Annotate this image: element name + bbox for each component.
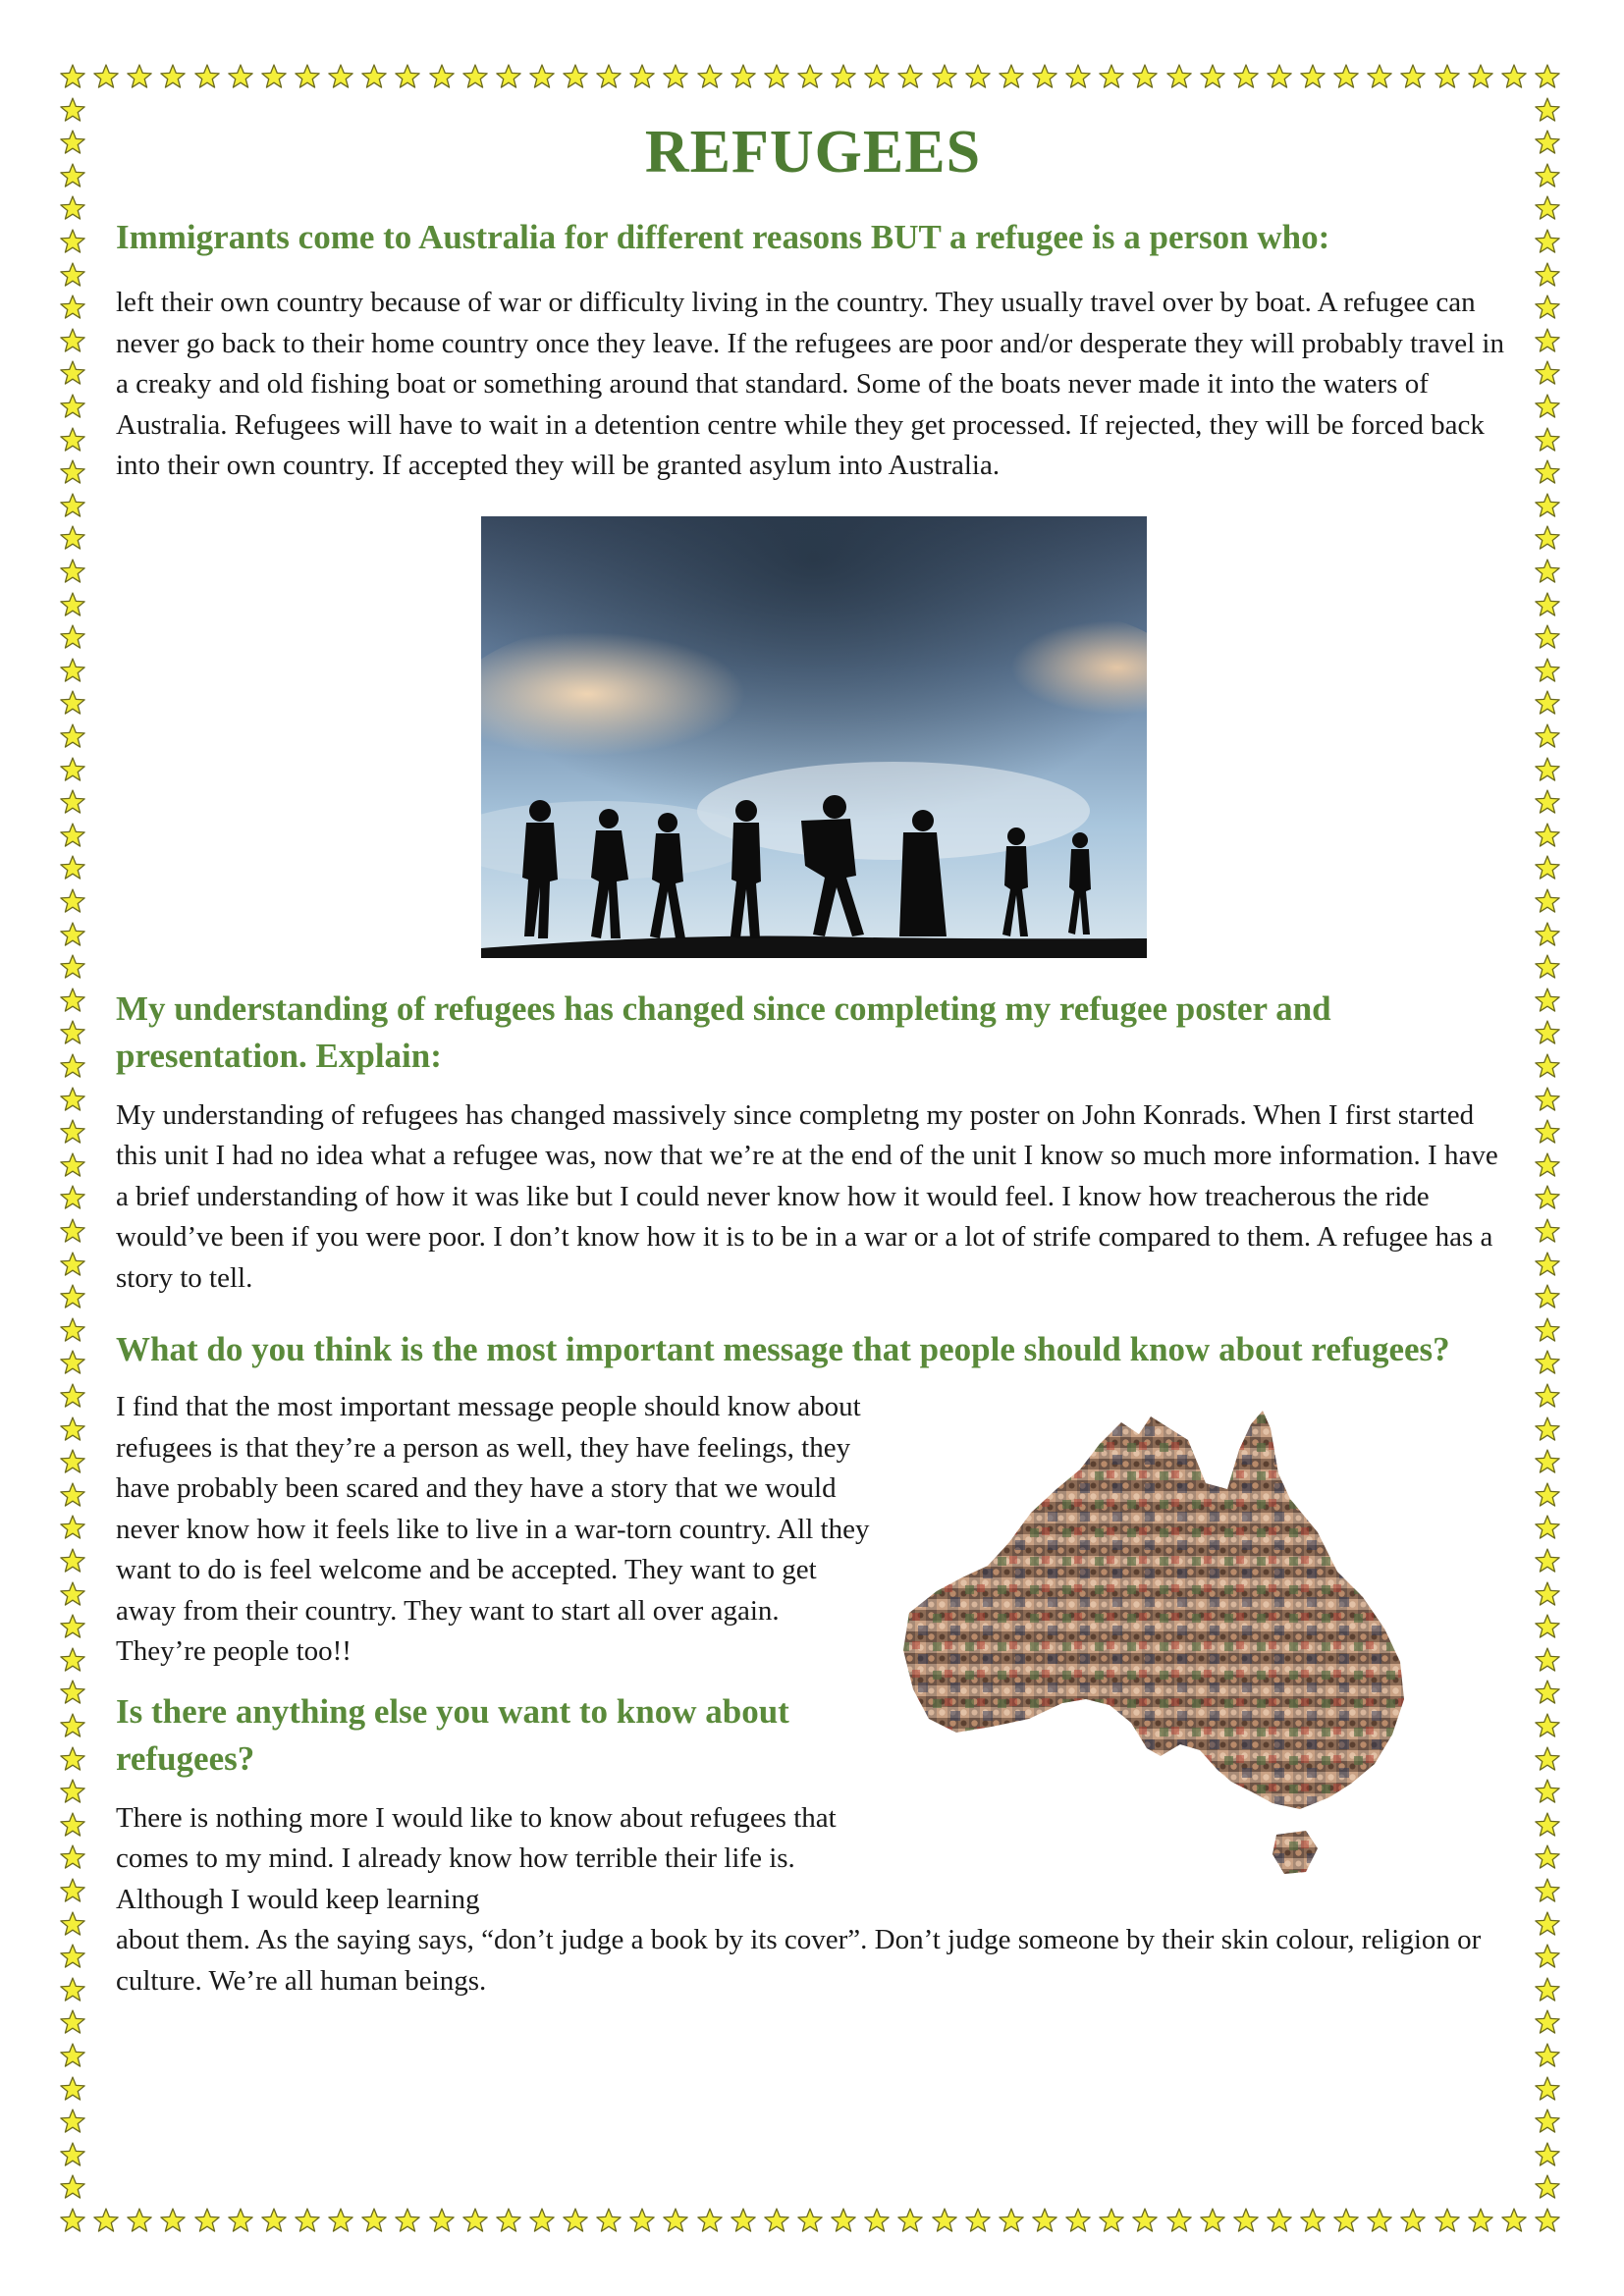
star-border-icon: [1534, 1613, 1561, 1640]
star-border-icon: [830, 2207, 857, 2234]
star-border-icon: [1199, 63, 1226, 90]
star-border-icon: [931, 2207, 958, 2234]
star-border-icon: [59, 492, 86, 519]
star-border-icon: [59, 921, 86, 948]
star-border-icon: [1534, 1382, 1561, 1410]
star-border-icon: [1534, 2141, 1561, 2168]
star-border-icon: [59, 1646, 86, 1674]
star-border-icon: [59, 327, 86, 354]
star-border-icon: [1534, 1745, 1561, 1773]
star-border-icon: [730, 63, 757, 90]
star-border-icon: [59, 359, 86, 387]
star-border-icon: [59, 63, 86, 90]
star-border-icon: [1534, 524, 1561, 552]
star-border-icon: [595, 63, 623, 90]
star-border-icon: [1534, 327, 1561, 354]
star-border-icon: [59, 426, 86, 454]
star-border-icon: [1534, 1415, 1561, 1443]
page-content: [116, 108, 1510, 2084]
star-border-icon: [1332, 63, 1360, 90]
star-border-icon: [1534, 722, 1561, 750]
star-border-icon: [1534, 458, 1561, 486]
star-border-icon: [528, 2207, 556, 2234]
silhouettes-walking-sunset-icon: [481, 516, 1147, 958]
star-border-icon: [1534, 294, 1561, 321]
star-border-icon: [931, 63, 958, 90]
star-border-icon: [1031, 63, 1058, 90]
star-border-icon: [1534, 1547, 1561, 1575]
star-border-icon: [59, 1547, 86, 1575]
star-border-icon: [1534, 2008, 1561, 2036]
star-border-icon: [896, 63, 924, 90]
star-border-icon: [193, 2207, 221, 2234]
star-border-icon: [59, 1843, 86, 1871]
star-border-icon: [1534, 1580, 1561, 1608]
star-border-icon: [1332, 2207, 1360, 2234]
star-border-icon: [159, 2207, 187, 2234]
star-border-icon: [896, 2207, 924, 2234]
star-border-icon: [1131, 63, 1159, 90]
star-border-icon: [1534, 689, 1561, 717]
star-border-icon: [1299, 2207, 1326, 2234]
star-border-icon: [59, 1217, 86, 1245]
star-border-icon: [595, 2207, 623, 2234]
star-border-icon: [1534, 854, 1561, 881]
star-border-icon: [1534, 359, 1561, 387]
star-border-icon: [1434, 63, 1461, 90]
star-border-icon: [1165, 2207, 1193, 2234]
star-border-icon: [1534, 1217, 1561, 1245]
star-border-icon: [394, 63, 421, 90]
star-border-icon: [461, 63, 489, 90]
star-border-icon: [1534, 1019, 1561, 1046]
star-border-icon: [1232, 2207, 1260, 2234]
star-border-icon: [863, 2207, 891, 2234]
star-border-icon: [59, 1349, 86, 1376]
star-border-icon: [1534, 194, 1561, 222]
star-border-icon: [1534, 822, 1561, 849]
star-border-icon: [1534, 921, 1561, 948]
section-heading-refugee-definition: Immigrants come to Australia for different reasons BUT a refugee is a person who:: [116, 218, 1330, 256]
star-border-icon: [830, 63, 857, 90]
star-border-icon: [696, 2207, 724, 2234]
star-border-icon: [59, 1251, 86, 1278]
star-border-icon: [59, 2207, 86, 2234]
star-border-icon: [696, 63, 724, 90]
star-border-icon: [1534, 2207, 1561, 2234]
star-border-icon: [59, 591, 86, 618]
star-border-icon: [1467, 63, 1494, 90]
star-border-icon: [327, 2207, 354, 2234]
star-border-icon: [998, 63, 1025, 90]
star-border-icon: [59, 162, 86, 189]
star-border-icon: [227, 63, 254, 90]
star-border-icon: [796, 63, 824, 90]
section-body-understanding-changed: My understanding of refugees has changed massively since completng my poster on John Konrads. When I first started this unit I had no idea what a refugee was, now that we’re at the end of the unit I know so much more information. I have a brief understanding of how it was like but I could never know how it would feel. I know how treacherous the ride would’ve been if you were poor. I don’t know how it is to be in a war or a lot of strife compared to them. A refugee has a story to tell.: [116, 1098, 1498, 1294]
star-border-icon: [59, 1118, 86, 1146]
star-border-icon: [1534, 591, 1561, 618]
star-border-icon: [59, 1976, 86, 2003]
star-border-icon: [59, 1448, 86, 1475]
star-border-icon: [59, 2173, 86, 2201]
star-border-icon: [126, 63, 153, 90]
star-border-icon: [1534, 393, 1561, 420]
star-border-icon: [59, 1415, 86, 1443]
section-body-anything-else-narrow: There is nothing more I would like to know about refugees that comes to my mind. I already know how terrible their life is. Although I would keep learning: [116, 1801, 837, 1915]
star-border-icon: [1534, 1251, 1561, 1278]
star-border-icon: [227, 2207, 254, 2234]
star-border-icon: [1534, 558, 1561, 585]
star-border-icon: [59, 1778, 86, 1805]
star-border-icon: [1299, 63, 1326, 90]
star-border-icon: [1534, 261, 1561, 289]
star-border-icon: [59, 657, 86, 684]
star-border-icon: [59, 2141, 86, 2168]
star-border-icon: [1534, 1151, 1561, 1179]
section-body-important-message: I find that the most important message people should know about refugees is that they’re a person as well, they have feelings, they have probably been scared and they have a story that we would never know how it feels like to live in a war-torn country. All they want to do is feel welcome and be accepted. They want to get away from their country. They want to start all over again. They’re people too!!: [116, 1391, 870, 1667]
star-border-icon: [59, 1382, 86, 1410]
star-border-icon: [59, 1184, 86, 1211]
star-border-icon: [59, 1712, 86, 1739]
star-border-icon: [562, 63, 589, 90]
star-border-icon: [59, 623, 86, 651]
australia-faces-mosaic-image: [893, 1405, 1463, 1964]
page-title: REFUGEES: [644, 119, 982, 186]
star-border-icon: [1534, 887, 1561, 915]
star-border-icon: [59, 393, 86, 420]
star-border-icon: [59, 854, 86, 881]
lower-text-column: [116, 1387, 872, 1920]
star-border-icon: [461, 2207, 489, 2234]
star-border-icon: [1534, 1283, 1561, 1310]
star-border-icon: [1534, 987, 1561, 1014]
section-heading-understanding-changed: My understanding of refugees has changed since completing my refugee poster and presentation. Explain:: [116, 988, 1331, 1075]
star-border-icon: [1534, 1811, 1561, 1839]
star-border-icon: [59, 1316, 86, 1344]
star-border-icon: [1534, 1052, 1561, 1080]
star-border-icon: [294, 63, 321, 90]
star-border-icon: [1266, 63, 1293, 90]
lower-section: [116, 1387, 1510, 2084]
star-border-icon: [59, 96, 86, 124]
star-border-icon: [59, 2075, 86, 2103]
star-border-icon: [327, 63, 354, 90]
star-border-icon: [92, 2207, 120, 2234]
star-border-icon: [1399, 2207, 1427, 2234]
star-border-icon: [1534, 129, 1561, 156]
star-border-icon: [1534, 2042, 1561, 2069]
star-border-icon: [763, 2207, 790, 2234]
star-border-icon: [59, 1910, 86, 1938]
star-border-icon: [1534, 1086, 1561, 1113]
star-border-icon: [1500, 2207, 1528, 2234]
star-border-icon: [1534, 788, 1561, 816]
star-border-icon: [1534, 1118, 1561, 1146]
star-border-icon: [1534, 426, 1561, 454]
star-border-icon: [1534, 1843, 1561, 1871]
star-border-icon: [1534, 1448, 1561, 1475]
star-border-icon: [1165, 63, 1193, 90]
section-body-refugee-definition: left their own country because of war or difficulty living in the country. They usually travel over by boat. A refugee can never go back to their home country once they leave. If the refugees are poor and/or desperate they will probably travel in a creaky and old fishing boat or something around that standard. Some of the boats never made it into the waters of Australia. Refugees will have to wait in a detention centre while they get processed. If rejected, they will be forced back into their own country. If accepted they will be granted asylum into Australia.: [116, 287, 1504, 481]
star-border-icon: [260, 2207, 288, 2234]
star-border-icon: [1199, 2207, 1226, 2234]
star-border-icon: [1031, 2207, 1058, 2234]
star-border-icon: [1534, 1877, 1561, 1904]
star-border-icon: [1534, 96, 1561, 124]
star-border-icon: [1534, 623, 1561, 651]
star-border-icon: [528, 63, 556, 90]
star-border-icon: [59, 887, 86, 915]
star-border-icon: [59, 788, 86, 816]
star-border-icon: [1534, 1646, 1561, 1674]
star-border-icon: [1534, 228, 1561, 255]
star-border-icon: [1534, 1778, 1561, 1805]
star-border-icon: [562, 2207, 589, 2234]
star-border-icon: [1434, 2207, 1461, 2234]
star-border-icon: [59, 822, 86, 849]
star-border-icon: [59, 953, 86, 981]
star-border-icon: [1534, 492, 1561, 519]
star-border-icon: [59, 129, 86, 156]
star-border-icon: [1534, 756, 1561, 783]
star-border-icon: [1131, 2207, 1159, 2234]
star-border-icon: [628, 2207, 656, 2234]
star-border-icon: [59, 689, 86, 717]
star-border-icon: [1534, 1349, 1561, 1376]
star-border-icon: [1534, 1514, 1561, 1541]
star-border-icon: [159, 63, 187, 90]
star-border-icon: [59, 1481, 86, 1509]
star-border-icon: [1534, 2173, 1561, 2201]
star-border-icon: [92, 63, 120, 90]
star-border-icon: [428, 63, 456, 90]
star-border-icon: [1534, 2075, 1561, 2103]
star-border-icon: [59, 1613, 86, 1640]
star-border-icon: [998, 2207, 1025, 2234]
star-border-icon: [59, 1052, 86, 1080]
star-border-icon: [59, 1151, 86, 1179]
star-border-icon: [59, 1283, 86, 1310]
star-border-icon: [394, 2207, 421, 2234]
star-border-icon: [59, 1943, 86, 1970]
star-border-icon: [59, 294, 86, 321]
star-border-icon: [1534, 1481, 1561, 1509]
star-border-icon: [360, 2207, 388, 2234]
star-border-icon: [1534, 1976, 1561, 2003]
star-border-icon: [1098, 2207, 1125, 2234]
star-border-icon: [1064, 63, 1092, 90]
star-border-icon: [1534, 1943, 1561, 1970]
star-border-icon: [59, 1679, 86, 1706]
star-border-icon: [59, 2042, 86, 2069]
star-border-icon: [59, 1514, 86, 1541]
star-border-icon: [1534, 162, 1561, 189]
star-border-icon: [1534, 1316, 1561, 1344]
star-border-icon: [1232, 63, 1260, 90]
star-border-icon: [964, 2207, 992, 2234]
star-border-icon: [59, 2008, 86, 2036]
star-border-icon: [59, 458, 86, 486]
star-border-icon: [260, 63, 288, 90]
star-border-icon: [1266, 2207, 1293, 2234]
star-border-icon: [59, 1745, 86, 1773]
star-border-icon: [59, 987, 86, 1014]
star-border-icon: [863, 63, 891, 90]
star-border-icon: [1534, 1910, 1561, 1938]
star-border-icon: [1500, 63, 1528, 90]
star-border-icon: [1064, 2207, 1092, 2234]
star-border-icon: [1534, 953, 1561, 981]
star-border-icon: [662, 63, 689, 90]
star-border-icon: [628, 63, 656, 90]
star-border-icon: [59, 1877, 86, 1904]
section-heading-anything-else: Is there anything else you want to know about refugees?: [116, 1691, 789, 1778]
star-border-icon: [1534, 2108, 1561, 2135]
star-border-icon: [1467, 2207, 1494, 2234]
australia-faces-mosaic-icon: [893, 1405, 1463, 1964]
star-border-icon: [1534, 657, 1561, 684]
star-border-icon: [59, 722, 86, 750]
star-border-icon: [1366, 63, 1393, 90]
star-border-icon: [193, 63, 221, 90]
star-border-icon: [1098, 63, 1125, 90]
star-border-icon: [126, 2207, 153, 2234]
star-border-icon: [59, 756, 86, 783]
star-border-icon: [360, 63, 388, 90]
star-border-icon: [59, 1086, 86, 1113]
star-border-icon: [662, 2207, 689, 2234]
star-border-icon: [59, 558, 86, 585]
star-border-icon: [59, 1580, 86, 1608]
star-border-icon: [59, 228, 86, 255]
star-border-icon: [1366, 2207, 1393, 2234]
star-border-icon: [1534, 1184, 1561, 1211]
star-border-icon: [1534, 63, 1561, 90]
star-border-icon: [59, 261, 86, 289]
silhouettes-walking-sunset-image: [481, 516, 1147, 958]
star-border-icon: [964, 63, 992, 90]
star-border-icon: [796, 2207, 824, 2234]
star-border-icon: [59, 2108, 86, 2135]
star-border-icon: [1534, 1679, 1561, 1706]
star-border-icon: [294, 2207, 321, 2234]
star-border-icon: [763, 63, 790, 90]
star-border-icon: [59, 1019, 86, 1046]
star-border-icon: [1534, 1712, 1561, 1739]
section-body-anything-else-wide: about them. As the saying says, “don’t judge a book by its cover”. Don’t judge someone by their skin colour, religion or culture. We’re all human beings.: [116, 1924, 1482, 1997]
star-border-icon: [428, 2207, 456, 2234]
star-border-icon: [730, 2207, 757, 2234]
star-border-icon: [495, 63, 522, 90]
star-border-icon: [59, 524, 86, 552]
star-border-icon: [59, 1811, 86, 1839]
section-heading-important-message: What do you think is the most important message that people should know about refugees?: [116, 1330, 1450, 1368]
star-border-icon: [495, 2207, 522, 2234]
star-border-icon: [1399, 63, 1427, 90]
star-border-icon: [59, 194, 86, 222]
